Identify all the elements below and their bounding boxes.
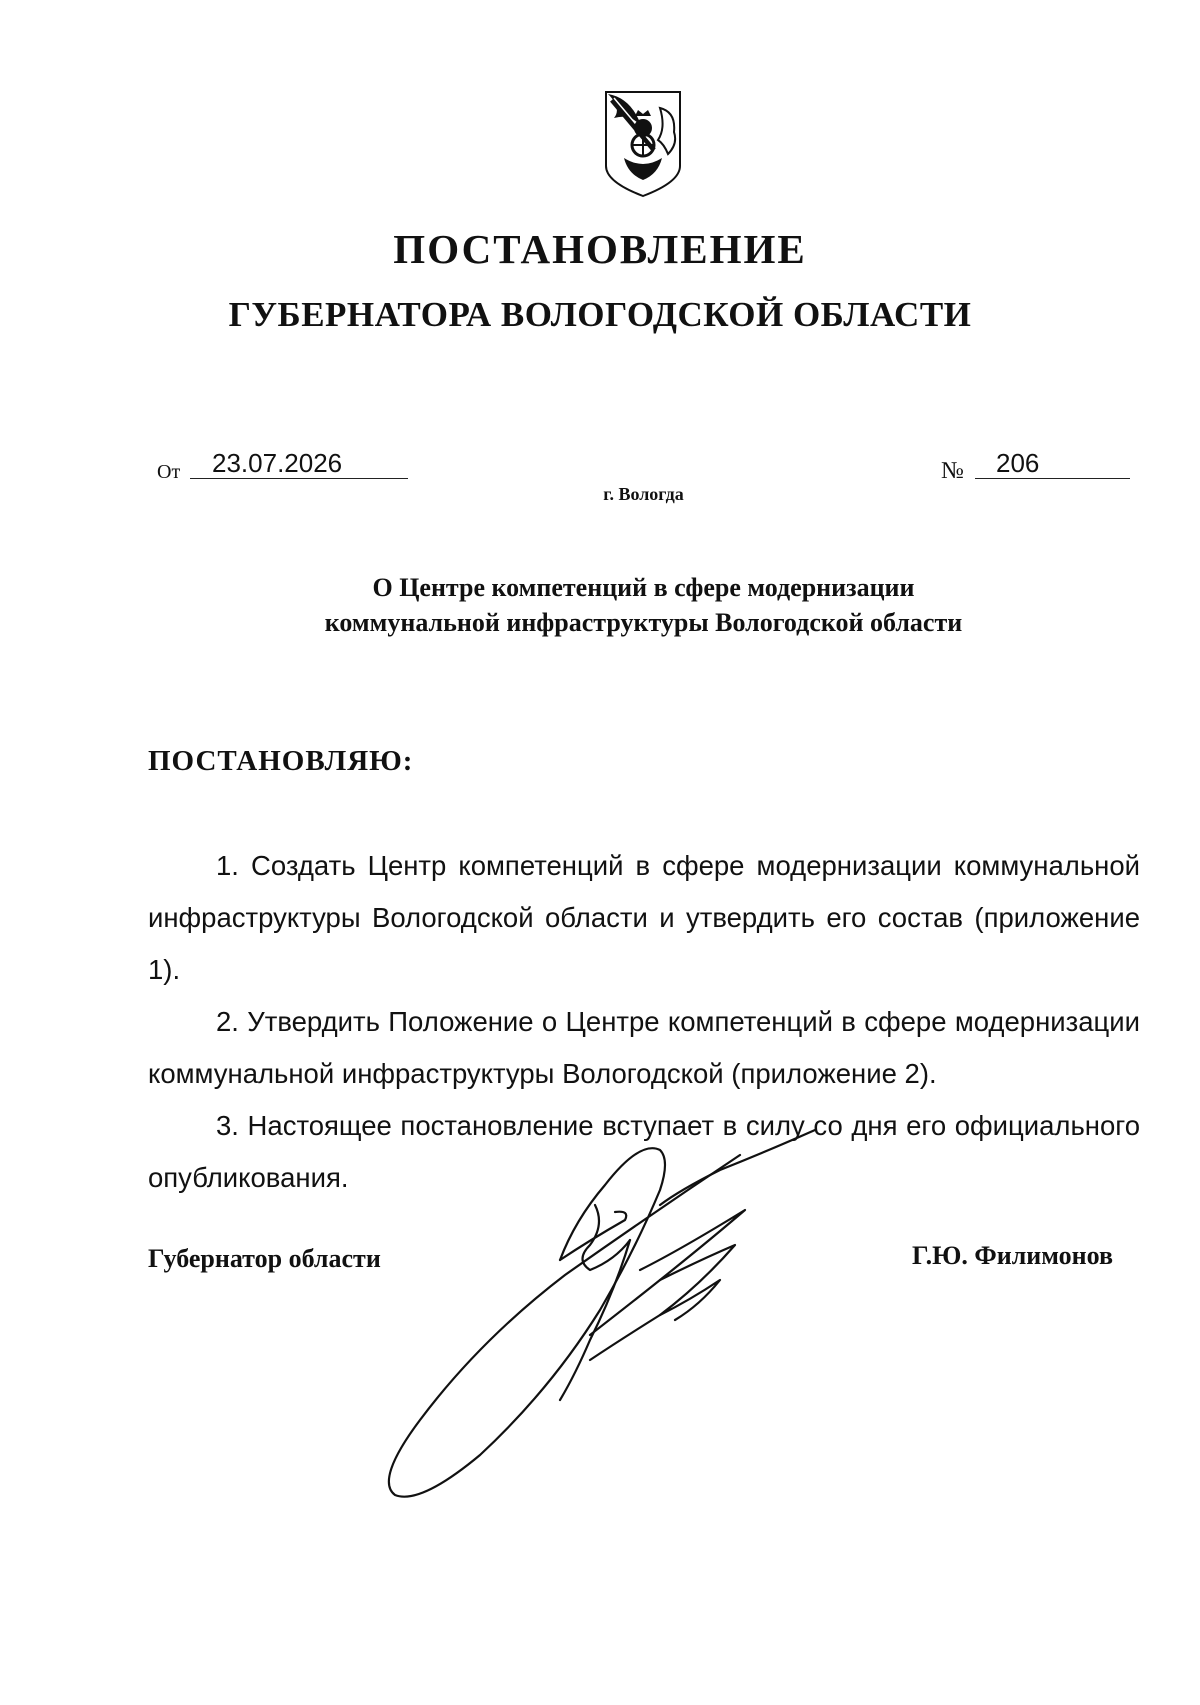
paragraph-2: 2. Утвердить Положение о Центре компетенций в сфере модернизации коммунальной инфраструктуры Вологодской (приложение 2). xyxy=(148,1006,1140,1089)
city-label: г. Вологда xyxy=(603,484,684,504)
subject-line-1: О Центре компетенций в сфере модернизации xyxy=(372,573,915,602)
paragraph-3: 3. Настоящее постановление вступает в силу со дня его официального опубликования. xyxy=(148,1110,1140,1193)
document-subtitle: ГУБЕРНАТОРА ВОЛОГОДСКОЙ ОБЛАСТИ xyxy=(228,295,972,334)
document-title: ПОСТАНОВЛЕНИЕ xyxy=(393,226,807,272)
document-number: 206 xyxy=(996,448,1040,478)
paragraph-1: 1. Создать Центр компетенций в сфере модернизации коммунальной инфраструктуры Вологодской области и утвердить его состав (приложение 1). xyxy=(148,850,1140,985)
document-date: 23.07.2026 xyxy=(212,448,343,478)
date-label: От xyxy=(157,461,181,483)
signatory-position: Губернатор области xyxy=(148,1244,381,1273)
decree-heading: ПОСТАНОВЛЯЮ: xyxy=(148,745,414,777)
coat-of-arms-icon xyxy=(602,88,684,200)
document-subject xyxy=(0,570,1200,640)
number-label: № xyxy=(941,458,964,484)
subject-line-2: коммунальной инфраструктуры Вологодской области xyxy=(324,608,963,637)
signatory-name: Г.Ю. Филимонов xyxy=(912,1241,1114,1270)
signature-icon xyxy=(360,1110,920,1510)
